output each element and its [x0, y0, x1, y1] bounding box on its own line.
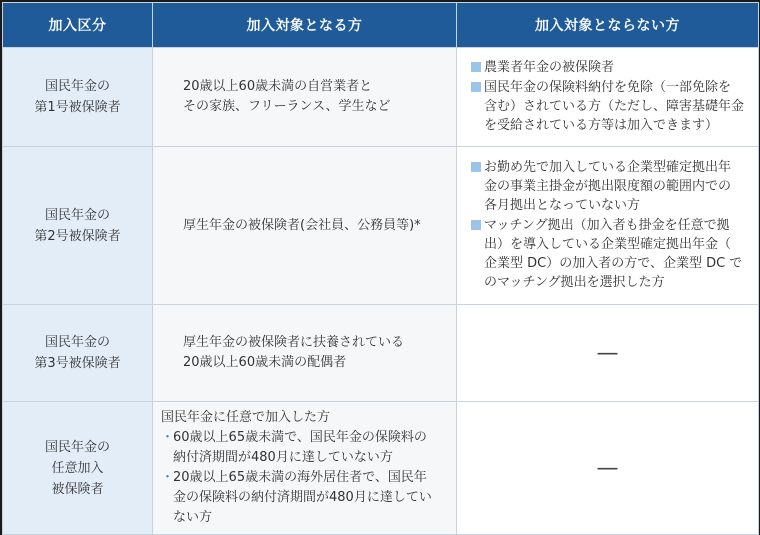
list-item [471, 158, 750, 215]
square-bullet-icon [471, 82, 481, 92]
header-not-eligible: 加入対象とならない方 [457, 3, 759, 48]
eligible-line: 20歳以上60歳未満の自営業者と [183, 79, 373, 94]
table-row [3, 305, 759, 402]
eligible-line: ない方 [173, 510, 213, 525]
category-line: 第3号被保険者 [34, 356, 121, 371]
not-eligible-line: 農業者年金の被保険者 [484, 60, 615, 75]
eligible-line: 金の保険料の納付済期間が480月に達してい [173, 490, 432, 505]
category-line: 任意加入 [51, 460, 104, 476]
header-category: 加入区分 [3, 3, 153, 48]
square-bullet-icon [471, 62, 481, 72]
list-item [471, 216, 750, 292]
category-line: 被保険者 [51, 481, 104, 497]
table-row [3, 402, 759, 535]
category-cell [3, 147, 153, 305]
not-eligible-line: 企業型 DC）の加入者の方で、企業型 DC で [484, 256, 743, 271]
not-eligible-line: のマッチング拠出を選択した方 [484, 275, 665, 290]
eligible-line: その家族、フリーランス、学生など [183, 99, 391, 114]
eligible-line: 20歳以上65歳未満の海外居住者で、国民年 [173, 470, 427, 485]
category-line: 国民年金の [44, 335, 110, 350]
not-eligible-cell [457, 402, 759, 535]
category-line: 第2号被保険者 [34, 228, 121, 244]
category-cell [3, 402, 153, 535]
not-eligible-line: 各月拠出となっていない方 [484, 198, 641, 213]
eligible-intro: 国民年金に任意で加入した方 [161, 410, 331, 425]
category-line: 第1号被保険者 [34, 100, 121, 115]
pension-eligibility-table [2, 2, 759, 535]
eligible-line: 厚生年金の被保険者(会社員、公務員等)* [183, 217, 421, 233]
list-item [161, 428, 450, 468]
table-row [3, 48, 759, 147]
not-applicable-dash: — [596, 340, 619, 366]
category-line: 国民年金の [44, 439, 110, 455]
category-cell [3, 305, 153, 402]
square-bullet-icon [471, 162, 481, 172]
square-bullet-icon [471, 220, 481, 230]
category-cell [3, 48, 153, 147]
eligible-cell [153, 402, 457, 535]
table-row [3, 147, 759, 305]
category-line: 国民年金の [44, 79, 110, 94]
not-eligible-line: マッチング拠出（加入者も掛金を任意で拠 [484, 218, 730, 233]
eligible-line: 納付済期間が480月に達していない方 [173, 450, 393, 465]
eligible-line: 20歳以上60歳未満の配偶者 [183, 355, 347, 370]
not-eligible-line: 国民年金の保険料納付を免除（一部免除を [484, 80, 732, 95]
eligible-cell [153, 305, 457, 402]
not-eligible-cell [457, 147, 759, 305]
list-item [471, 78, 750, 135]
header-eligible: 加入対象となる方 [153, 3, 457, 48]
not-eligible-line: 金の事業主掛金が拠出限度額の範囲内での [484, 179, 732, 194]
dot-bullet-icon: ・ [161, 430, 175, 445]
dot-bullet-icon: ・ [161, 470, 175, 485]
eligible-line: 厚生年金の被保険者に扶養されている [183, 335, 405, 350]
not-eligible-line: 出）を導入している企業型確定拠出年金（ [484, 237, 732, 252]
category-line: 国民年金の [44, 207, 110, 223]
eligible-cell [153, 48, 457, 147]
list-item [471, 58, 750, 77]
header-row [3, 3, 759, 48]
list-item [161, 468, 450, 528]
not-eligible-cell [457, 48, 759, 147]
not-eligible-cell [457, 305, 759, 402]
not-eligible-line: を受給されている方等は加入できます） [484, 118, 719, 133]
not-eligible-line: お勤め先で加入している企業型確定拠出年 [484, 160, 732, 175]
eligible-cell [153, 147, 457, 305]
not-eligible-line: 含む）されている方（ただし、障害基礎年金 [484, 99, 745, 114]
eligible-line: 60歳以上65歳未満で、国民年金の保険料の [173, 430, 427, 445]
not-applicable-dash: — [596, 455, 619, 481]
